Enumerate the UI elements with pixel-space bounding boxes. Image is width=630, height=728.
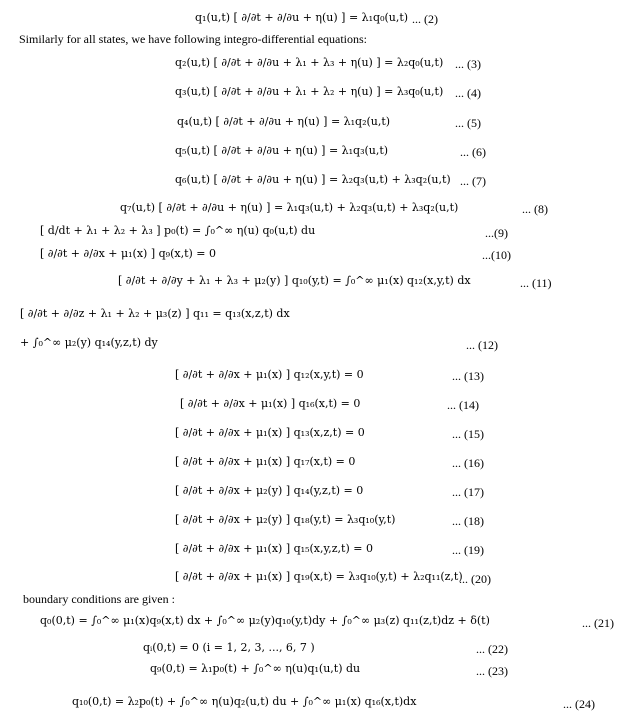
equation-17: [ ∂/∂t + ∂/∂x + μ₂(y) ] q₁₄(y,z,t) = 0	[175, 484, 364, 497]
equation-5: q₄(u,t) [ ∂/∂t + ∂/∂u + η(u) ] = λ₁q₂(u,t)	[177, 115, 391, 128]
equation-12-line2: + ∫₀^∞ μ₂(y) q₁₄(y,z,t) dy	[20, 336, 158, 349]
equation-number-15: ... (15)	[452, 427, 484, 441]
equation-6: q₅(u,t) [ ∂/∂t + ∂/∂u + η(u) ] = λ₁q₃(u,t)	[175, 144, 389, 157]
equation-number-13: ... (13)	[452, 369, 484, 383]
equation-12-line1: [ ∂/∂t + ∂/∂z + λ₁ + λ₂ + μ₃(z) ] q₁₁ = q₁₃(x,z,t) dx	[20, 307, 290, 320]
equation-number-22: ... (22)	[476, 642, 508, 656]
equation-4: q₃(u,t) [ ∂/∂t + ∂/∂u + λ₁ + λ₂ + η(u) ] = λ₃q₀(u,t)	[175, 85, 444, 98]
equation-14: [ ∂/∂t + ∂/∂x + μ₁(x) ] q₁₆(x,t) = 0	[180, 397, 361, 410]
boundary-text: boundary conditions are given :	[23, 592, 175, 606]
equation-18: [ ∂/∂t + ∂/∂x + μ₂(y) ] q₁₈(y,t) = λ₃q₁₀(y,t)	[175, 513, 396, 526]
equation-number-20: ... (20)	[459, 572, 491, 586]
equation-7: q₆(u,t) [ ∂/∂t + ∂/∂u + η(u) ] = λ₂q₃(u,t) + λ₃q₂(u,t)	[175, 173, 451, 186]
equation-number-6: ... (6)	[460, 145, 486, 159]
equation-3: q₂(u,t) [ ∂/∂t + ∂/∂u + λ₁ + λ₃ + η(u) ] = λ₂q₀(u,t)	[175, 56, 444, 69]
equation-number-24: ... (24)	[563, 697, 595, 711]
equation-number-10: ...(10)	[482, 248, 511, 262]
equation-10: [ ∂/∂t + ∂/∂x + μ₁(x) ] q₉(x,t) = 0	[40, 247, 216, 260]
equation-number-5: ... (5)	[455, 116, 481, 130]
equation-13: [ ∂/∂t + ∂/∂x + μ₁(x) ] q₁₂(x,y,t) = 0	[175, 368, 364, 381]
equation-number-16: ... (16)	[452, 456, 484, 470]
equation-9: [ d/dt + λ₁ + λ₂ + λ₃ ] p₀(t) = ∫₀^∞ η(u) q₀(u,t) du	[40, 224, 316, 237]
equation-19: [ ∂/∂t + ∂/∂x + μ₁(x) ] q₁₅(x,y,z,t) = 0	[175, 542, 373, 555]
equation-number-4: ... (4)	[455, 86, 481, 100]
equation-number-2: ... (2)	[412, 12, 438, 26]
equation-24: q₁₀(0,t) = λ₂p₀(t) + ∫₀^∞ η(u)q₂(u,t) du + ∫₀^∞ μ₁(x) q₁₆(x,t)dx	[72, 695, 417, 708]
equation-number-3: ... (3)	[455, 57, 481, 71]
equation-number-14: ... (14)	[447, 398, 479, 412]
intro-text: Similarly for all states, we have following integro-differential equations:	[19, 32, 368, 46]
equation-21: q₀(0,t) = ∫₀^∞ μ₁(x)q₉(x,t) dx + ∫₀^∞ μ₂(y)q₁₀(y,t)dy + ∫₀^∞ μ₃(z) q₁₁(z,t)dz + δ(t)	[40, 614, 490, 627]
equation-number-23: ... (23)	[476, 664, 508, 678]
equation-number-8: ... (8)	[522, 202, 548, 216]
equation-number-7: ... (7)	[460, 174, 486, 188]
equation-number-11: ... (11)	[520, 276, 552, 290]
equation-number-21: ... (21)	[582, 616, 614, 630]
equation-number-17: ... (17)	[452, 485, 484, 499]
equation-16: [ ∂/∂t + ∂/∂x + μ₁(x) ] q₁₇(x,t) = 0	[175, 455, 356, 468]
equation-number-9: ...(9)	[485, 226, 508, 240]
equation-number-18: ... (18)	[452, 514, 484, 528]
equation-23: q₉(0,t) = λ₁p₀(t) + ∫₀^∞ η(u)q₁(u,t) du	[150, 662, 361, 675]
equation-22: qᵢ(0,t) = 0 (i = 1, 2, 3, ..., 6, 7 )	[143, 641, 315, 654]
equation-15: [ ∂/∂t + ∂/∂x + μ₁(x) ] q₁₃(x,z,t) = 0	[175, 426, 365, 439]
equation-number-19: ... (19)	[452, 543, 484, 557]
equation-11: [ ∂/∂t + ∂/∂y + λ₁ + λ₃ + μ₂(y) ] q₁₀(y,t) = ∫₀^∞ μ₁(x) q₁₂(x,y,t) dx	[118, 274, 471, 287]
equation-8: q₇(u,t) [ ∂/∂t + ∂/∂u + η(u) ] = λ₁q₃(u,t) + λ₂q₃(u,t) + λ₃q₂(u,t)	[120, 201, 459, 214]
equation-2: q₁(u,t) [ ∂/∂t + ∂/∂u + η(u) ] = λ₁q₀(u,t)	[195, 11, 409, 24]
equation-20: [ ∂/∂t + ∂/∂x + μ₁(x) ] q₁₉(x,t) = λ₃q₁₀(y,t) + λ₂q₁₁(z,t)	[175, 570, 463, 583]
equation-number-12: ... (12)	[466, 338, 498, 352]
